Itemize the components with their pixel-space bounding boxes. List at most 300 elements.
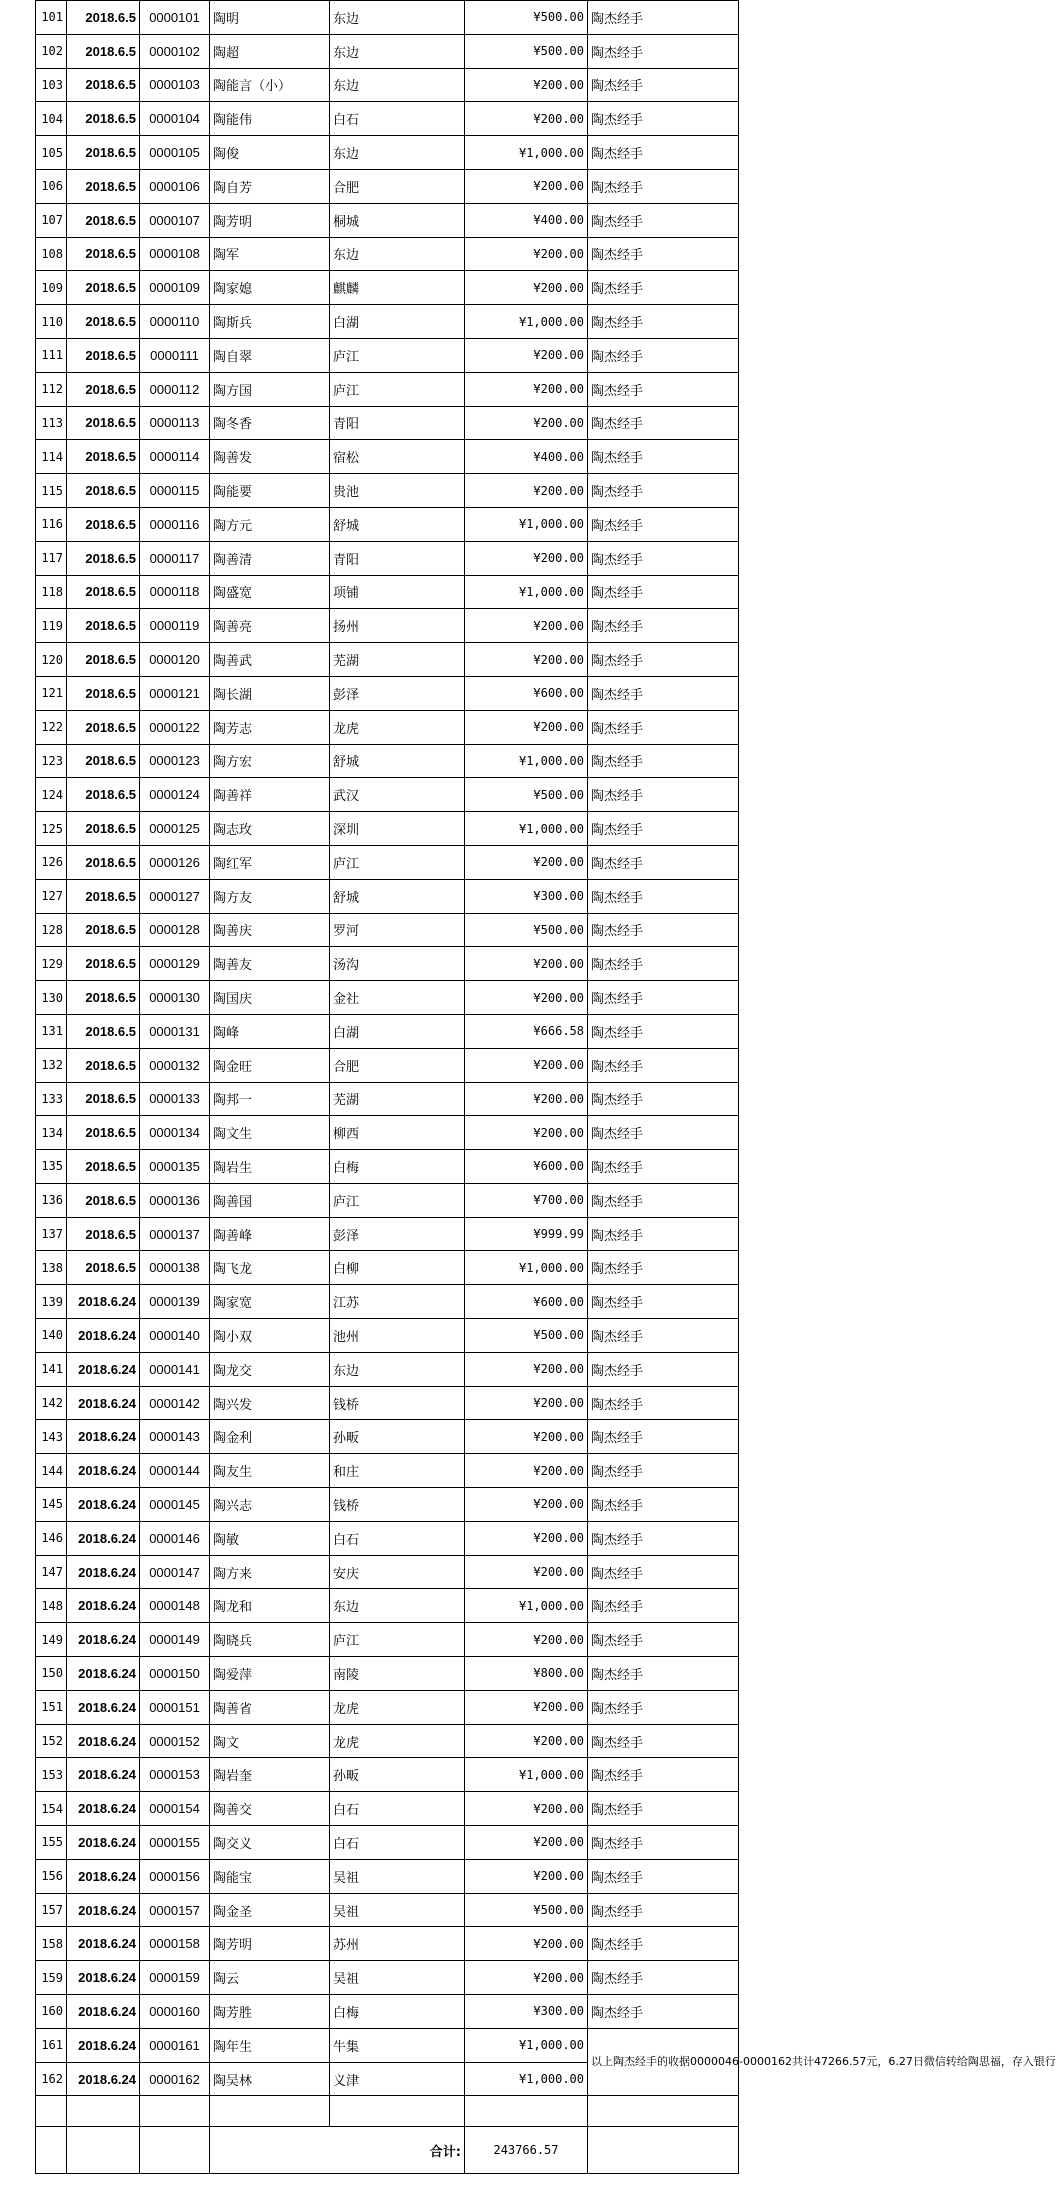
table-row — [36, 1657, 739, 1691]
handler-cell: 陶杰经手 — [588, 203, 739, 237]
date-cell: 2018.6.5 — [67, 981, 140, 1015]
amount-cell: ¥200.00 — [465, 1082, 588, 1116]
handler-cell: 陶杰经手 — [588, 1589, 739, 1623]
place-cell: 青阳 — [330, 406, 465, 440]
row-number: 160 — [36, 1995, 67, 2029]
receipt-id-cell: 0000105 — [140, 136, 210, 170]
date-cell: 2018.6.24 — [67, 1488, 140, 1522]
place-cell: 白梅 — [330, 1995, 465, 2029]
table-row — [36, 1758, 739, 1792]
handler-cell: 陶杰经手 — [588, 981, 739, 1015]
place-cell: 庐江 — [330, 338, 465, 372]
receipt-id-cell: 0000132 — [140, 1048, 210, 1082]
receipt-id-cell: 0000151 — [140, 1690, 210, 1724]
amount-cell: ¥200.00 — [465, 1859, 588, 1893]
amount-cell: ¥500.00 — [465, 1893, 588, 1927]
handler-cell: 陶杰经手 — [588, 1893, 739, 1927]
date-cell: 2018.6.5 — [67, 507, 140, 541]
amount-cell: ¥200.00 — [465, 1623, 588, 1657]
amount-cell: ¥600.00 — [465, 676, 588, 710]
table-row — [36, 1488, 739, 1522]
place-cell: 青阳 — [330, 541, 465, 575]
donor-name-cell: 陶文生 — [210, 1116, 330, 1150]
donor-name-cell: 陶善清 — [210, 541, 330, 575]
table-row — [36, 1690, 739, 1724]
receipt-id-cell: 0000146 — [140, 1521, 210, 1555]
handler-cell: 陶杰经手 — [588, 305, 739, 339]
donor-name-cell: 陶龙交 — [210, 1352, 330, 1386]
receipt-id-cell: 0000122 — [140, 710, 210, 744]
receipt-id-cell: 0000119 — [140, 609, 210, 643]
donor-name-cell: 陶爱萍 — [210, 1657, 330, 1691]
place-cell: 东边 — [330, 136, 465, 170]
handler-cell: 陶杰经手 — [588, 1, 739, 35]
row-number: 106 — [36, 169, 67, 203]
date-cell: 2018.6.24 — [67, 1690, 140, 1724]
place-cell: 白石 — [330, 1792, 465, 1826]
row-number: 149 — [36, 1623, 67, 1657]
table-row — [36, 1792, 739, 1826]
place-cell: 东边 — [330, 68, 465, 102]
amount-cell: ¥200.00 — [465, 1961, 588, 1995]
donor-name-cell: 陶金旺 — [210, 1048, 330, 1082]
amount-cell: ¥200.00 — [465, 169, 588, 203]
date-cell: 2018.6.24 — [67, 1555, 140, 1589]
donor-name-cell: 陶善发 — [210, 440, 330, 474]
receipt-id-cell: 0000161 — [140, 2028, 210, 2062]
amount-cell: ¥200.00 — [465, 68, 588, 102]
place-cell: 庐江 — [330, 1183, 465, 1217]
handler-cell: 陶杰经手 — [588, 1454, 739, 1488]
handler-cell: 陶杰经手 — [588, 541, 739, 575]
date-cell: 2018.6.24 — [67, 1758, 140, 1792]
row-number: 109 — [36, 271, 67, 305]
empty-cell — [210, 2096, 330, 2127]
table-row — [36, 778, 739, 812]
receipt-id-cell: 0000117 — [140, 541, 210, 575]
date-cell: 2018.6.5 — [67, 1217, 140, 1251]
donor-name-cell: 陶长湖 — [210, 676, 330, 710]
donor-name-cell: 陶俊 — [210, 136, 330, 170]
receipt-id-cell: 0000127 — [140, 879, 210, 913]
date-cell: 2018.6.5 — [67, 541, 140, 575]
amount-cell: ¥200.00 — [465, 1724, 588, 1758]
handler-cell: 陶杰经手 — [588, 1251, 739, 1285]
amount-cell: ¥500.00 — [465, 1, 588, 35]
row-number: 108 — [36, 237, 67, 271]
date-cell: 2018.6.5 — [67, 1082, 140, 1116]
table-row — [36, 507, 739, 541]
amount-cell: ¥400.00 — [465, 440, 588, 474]
place-cell: 武汉 — [330, 778, 465, 812]
amount-cell: ¥999.99 — [465, 1217, 588, 1251]
place-cell: 吴祖 — [330, 1961, 465, 1995]
date-cell: 2018.6.24 — [67, 1724, 140, 1758]
row-number: 159 — [36, 1961, 67, 1995]
row-number: 116 — [36, 507, 67, 541]
place-cell: 吴祖 — [330, 1859, 465, 1893]
handler-cell: 陶杰经手 — [588, 879, 739, 913]
handler-summary-note: 以上陶杰经手的收据0000046-0000162共计47266.57元，6.27日微信转给陶思福，存入银行 — [588, 2028, 739, 2096]
amount-cell: ¥200.00 — [465, 102, 588, 136]
donor-name-cell: 陶小双 — [210, 1319, 330, 1353]
donor-name-cell: 陶交义 — [210, 1826, 330, 1860]
donor-name-cell: 陶晓兵 — [210, 1623, 330, 1657]
date-cell: 2018.6.5 — [67, 203, 140, 237]
handler-cell: 陶杰经手 — [588, 1386, 739, 1420]
table-row — [36, 474, 739, 508]
table-row — [36, 1454, 739, 1488]
date-cell: 2018.6.24 — [67, 1893, 140, 1927]
amount-cell: ¥1,000.00 — [465, 1758, 588, 1792]
amount-cell: ¥200.00 — [465, 1352, 588, 1386]
row-number: 117 — [36, 541, 67, 575]
receipt-id-cell: 0000124 — [140, 778, 210, 812]
table-row — [36, 1217, 739, 1251]
row-number: 152 — [36, 1724, 67, 1758]
row-number: 127 — [36, 879, 67, 913]
amount-cell: ¥200.00 — [465, 1555, 588, 1589]
row-number: 129 — [36, 947, 67, 981]
handler-cell: 陶杰经手 — [588, 575, 739, 609]
amount-cell: ¥1,000.00 — [465, 136, 588, 170]
amount-cell: ¥200.00 — [465, 710, 588, 744]
row-number: 123 — [36, 744, 67, 778]
place-cell: 东边 — [330, 34, 465, 68]
receipt-id-cell: 0000143 — [140, 1420, 210, 1454]
row-number: 115 — [36, 474, 67, 508]
receipt-id-cell: 0000135 — [140, 1150, 210, 1184]
table-row — [36, 203, 739, 237]
donor-name-cell: 陶吴林 — [210, 2062, 330, 2096]
receipt-id-cell: 0000111 — [140, 338, 210, 372]
donor-name-cell: 陶能言（小） — [210, 68, 330, 102]
row-number: 146 — [36, 1521, 67, 1555]
table-row — [36, 271, 739, 305]
handler-cell: 陶杰经手 — [588, 1217, 739, 1251]
receipt-id-cell: 0000156 — [140, 1859, 210, 1893]
donor-name-cell: 陶冬香 — [210, 406, 330, 440]
place-cell: 和庄 — [330, 1454, 465, 1488]
handler-cell: 陶杰经手 — [588, 1488, 739, 1522]
place-cell: 龙虎 — [330, 710, 465, 744]
amount-cell: ¥1,000.00 — [465, 744, 588, 778]
handler-cell: 陶杰经手 — [588, 34, 739, 68]
donor-name-cell: 陶方友 — [210, 879, 330, 913]
row-number: 162 — [36, 2062, 67, 2096]
amount-cell: ¥500.00 — [465, 913, 588, 947]
handler-cell: 陶杰经手 — [588, 1048, 739, 1082]
table-row — [36, 237, 739, 271]
row-number: 113 — [36, 406, 67, 440]
amount-cell: ¥200.00 — [465, 1454, 588, 1488]
place-cell: 罗河 — [330, 913, 465, 947]
date-cell: 2018.6.24 — [67, 1420, 140, 1454]
receipt-id-cell: 0000129 — [140, 947, 210, 981]
donor-name-cell: 陶善交 — [210, 1792, 330, 1826]
table-row — [36, 609, 739, 643]
handler-cell: 陶杰经手 — [588, 1724, 739, 1758]
receipt-id-cell: 0000162 — [140, 2062, 210, 2096]
row-number: 156 — [36, 1859, 67, 1893]
handler-cell: 陶杰经手 — [588, 744, 739, 778]
date-cell: 2018.6.24 — [67, 1961, 140, 1995]
handler-cell: 陶杰经手 — [588, 812, 739, 846]
table-row — [36, 676, 739, 710]
donor-name-cell: 陶善峰 — [210, 1217, 330, 1251]
donor-name-cell: 陶善祥 — [210, 778, 330, 812]
table-row — [36, 1961, 739, 1995]
row-number: 112 — [36, 372, 67, 406]
amount-cell: ¥200.00 — [465, 406, 588, 440]
row-number: 138 — [36, 1251, 67, 1285]
receipt-id-cell: 0000108 — [140, 237, 210, 271]
donor-name-cell: 陶峰 — [210, 1014, 330, 1048]
receipt-id-cell: 0000115 — [140, 474, 210, 508]
receipt-id-cell: 0000148 — [140, 1589, 210, 1623]
place-cell: 池州 — [330, 1319, 465, 1353]
row-number: 110 — [36, 305, 67, 339]
table-row — [36, 1285, 739, 1319]
handler-cell: 陶杰经手 — [588, 1927, 739, 1961]
amount-cell: ¥666.58 — [465, 1014, 588, 1048]
donor-name-cell: 陶年生 — [210, 2028, 330, 2062]
date-cell: 2018.6.5 — [67, 406, 140, 440]
date-cell: 2018.6.24 — [67, 1995, 140, 2029]
row-number: 124 — [36, 778, 67, 812]
date-cell: 2018.6.24 — [67, 1319, 140, 1353]
donor-name-cell: 陶善国 — [210, 1183, 330, 1217]
row-number: 154 — [36, 1792, 67, 1826]
date-cell: 2018.6.5 — [67, 744, 140, 778]
date-cell: 2018.6.5 — [67, 271, 140, 305]
place-cell: 舒城 — [330, 744, 465, 778]
receipt-id-cell: 0000110 — [140, 305, 210, 339]
donor-name-cell: 陶兴志 — [210, 1488, 330, 1522]
place-cell: 孙畈 — [330, 1420, 465, 1454]
handler-cell: 陶杰经手 — [588, 507, 739, 541]
receipt-id-cell: 0000134 — [140, 1116, 210, 1150]
receipt-id-cell: 0000154 — [140, 1792, 210, 1826]
table-row — [36, 845, 739, 879]
place-cell: 庐江 — [330, 1623, 465, 1657]
receipt-id-cell: 0000141 — [140, 1352, 210, 1386]
place-cell: 庐江 — [330, 372, 465, 406]
row-number: 145 — [36, 1488, 67, 1522]
amount-cell: ¥200.00 — [465, 372, 588, 406]
receipt-id-cell: 0000125 — [140, 812, 210, 846]
handler-cell: 陶杰经手 — [588, 406, 739, 440]
row-number: 157 — [36, 1893, 67, 1927]
table-row — [36, 1048, 739, 1082]
row-number: 151 — [36, 1690, 67, 1724]
table-row — [36, 1623, 739, 1657]
amount-cell: ¥200.00 — [465, 237, 588, 271]
date-cell: 2018.6.5 — [67, 338, 140, 372]
amount-cell: ¥200.00 — [465, 947, 588, 981]
row-number: 128 — [36, 913, 67, 947]
handler-cell: 陶杰经手 — [588, 1285, 739, 1319]
handler-cell: 陶杰经手 — [588, 1150, 739, 1184]
place-cell: 舒城 — [330, 879, 465, 913]
date-cell: 2018.6.5 — [67, 237, 140, 271]
receipt-id-cell: 0000116 — [140, 507, 210, 541]
amount-cell: ¥200.00 — [465, 1690, 588, 1724]
table-row — [36, 440, 739, 474]
table-row — [36, 1, 739, 35]
place-cell: 孙畈 — [330, 1758, 465, 1792]
place-cell: 苏州 — [330, 1927, 465, 1961]
date-cell: 2018.6.5 — [67, 812, 140, 846]
place-cell: 白柳 — [330, 1251, 465, 1285]
donor-name-cell: 陶金圣 — [210, 1893, 330, 1927]
donor-name-cell: 陶善武 — [210, 643, 330, 677]
empty-cell — [330, 2096, 465, 2127]
receipt-id-cell: 0000158 — [140, 1927, 210, 1961]
amount-cell: ¥500.00 — [465, 1319, 588, 1353]
donor-name-cell: 陶敏 — [210, 1521, 330, 1555]
place-cell: 项铺 — [330, 575, 465, 609]
table-row — [36, 1420, 739, 1454]
handler-cell: 陶杰经手 — [588, 845, 739, 879]
receipt-id-cell: 0000118 — [140, 575, 210, 609]
amount-cell: ¥400.00 — [465, 203, 588, 237]
place-cell: 东边 — [330, 1589, 465, 1623]
row-number: 102 — [36, 34, 67, 68]
row-number: 114 — [36, 440, 67, 474]
row-number: 139 — [36, 1285, 67, 1319]
date-cell: 2018.6.5 — [67, 68, 140, 102]
place-cell: 白石 — [330, 102, 465, 136]
receipt-id-cell: 0000145 — [140, 1488, 210, 1522]
amount-cell: ¥300.00 — [465, 1995, 588, 2029]
place-cell: 合肥 — [330, 169, 465, 203]
receipt-id-cell: 0000160 — [140, 1995, 210, 2029]
handler-cell: 陶杰经手 — [588, 1623, 739, 1657]
receipt-id-cell: 0000136 — [140, 1183, 210, 1217]
empty-cell — [67, 2096, 140, 2127]
amount-cell: ¥300.00 — [465, 879, 588, 913]
date-cell: 2018.6.5 — [67, 169, 140, 203]
row-number: 141 — [36, 1352, 67, 1386]
row-number: 155 — [36, 1826, 67, 1860]
donor-name-cell: 陶红军 — [210, 845, 330, 879]
donor-name-cell: 陶自芳 — [210, 169, 330, 203]
amount-cell: ¥700.00 — [465, 1183, 588, 1217]
empty-cell — [36, 2096, 67, 2127]
handler-cell: 陶杰经手 — [588, 372, 739, 406]
place-cell: 江苏 — [330, 1285, 465, 1319]
amount-cell: ¥500.00 — [465, 778, 588, 812]
row-number: 107 — [36, 203, 67, 237]
row-number: 104 — [36, 102, 67, 136]
donor-name-cell: 陶方元 — [210, 507, 330, 541]
table-row — [36, 1251, 739, 1285]
row-number: 131 — [36, 1014, 67, 1048]
date-cell: 2018.6.5 — [67, 136, 140, 170]
date-cell: 2018.6.5 — [67, 710, 140, 744]
receipt-id-cell: 0000126 — [140, 845, 210, 879]
table-row — [36, 913, 739, 947]
handler-cell: 陶杰经手 — [588, 136, 739, 170]
row-number: 153 — [36, 1758, 67, 1792]
table-row — [36, 981, 739, 1015]
date-cell: 2018.6.5 — [67, 913, 140, 947]
handler-cell: 陶杰经手 — [588, 947, 739, 981]
date-cell: 2018.6.24 — [67, 2062, 140, 2096]
empty-cell — [140, 2127, 210, 2174]
amount-cell: ¥1,000.00 — [465, 305, 588, 339]
receipt-id-cell: 0000130 — [140, 981, 210, 1015]
handler-cell: 陶杰经手 — [588, 1420, 739, 1454]
donor-name-cell: 陶方宏 — [210, 744, 330, 778]
row-number: 136 — [36, 1183, 67, 1217]
table-row — [36, 812, 739, 846]
table-row — [36, 947, 739, 981]
donor-name-cell: 陶国庆 — [210, 981, 330, 1015]
total-label: 合计: — [210, 2127, 465, 2174]
amount-cell: ¥200.00 — [465, 1521, 588, 1555]
table-row — [36, 1724, 739, 1758]
date-cell: 2018.6.24 — [67, 2028, 140, 2062]
amount-cell: ¥200.00 — [465, 474, 588, 508]
place-cell: 彭泽 — [330, 1217, 465, 1251]
donor-name-cell: 陶能宝 — [210, 1859, 330, 1893]
row-number: 137 — [36, 1217, 67, 1251]
donor-name-cell: 陶自翠 — [210, 338, 330, 372]
date-cell: 2018.6.5 — [67, 778, 140, 812]
table-row — [36, 102, 739, 136]
date-cell: 2018.6.5 — [67, 947, 140, 981]
date-cell: 2018.6.5 — [67, 1183, 140, 1217]
receipt-id-cell: 0000123 — [140, 744, 210, 778]
row-number: 105 — [36, 136, 67, 170]
receipt-id-cell: 0000147 — [140, 1555, 210, 1589]
amount-cell: ¥200.00 — [465, 643, 588, 677]
date-cell: 2018.6.24 — [67, 1285, 140, 1319]
receipt-id-cell: 0000142 — [140, 1386, 210, 1420]
place-cell: 白湖 — [330, 1014, 465, 1048]
amount-cell: ¥1,000.00 — [465, 2028, 588, 2062]
table-row — [36, 1555, 739, 1589]
date-cell: 2018.6.24 — [67, 1792, 140, 1826]
place-cell: 合肥 — [330, 1048, 465, 1082]
date-cell: 2018.6.5 — [67, 34, 140, 68]
row-number: 135 — [36, 1150, 67, 1184]
empty-cell — [36, 2127, 67, 2174]
donor-name-cell: 陶家宽 — [210, 1285, 330, 1319]
handler-cell: 陶杰经手 — [588, 1826, 739, 1860]
row-number: 134 — [36, 1116, 67, 1150]
amount-cell: ¥600.00 — [465, 1150, 588, 1184]
receipt-id-cell: 0000104 — [140, 102, 210, 136]
donor-name-cell: 陶家媳 — [210, 271, 330, 305]
row-number: 140 — [36, 1319, 67, 1353]
receipt-id-cell: 0000133 — [140, 1082, 210, 1116]
donor-name-cell: 陶志玫 — [210, 812, 330, 846]
place-cell: 柳西 — [330, 1116, 465, 1150]
receipt-id-cell: 0000121 — [140, 676, 210, 710]
place-cell: 桐城 — [330, 203, 465, 237]
date-cell: 2018.6.24 — [67, 1657, 140, 1691]
handler-cell: 陶杰经手 — [588, 1521, 739, 1555]
amount-cell: ¥200.00 — [465, 981, 588, 1015]
handler-cell: 陶杰经手 — [588, 1082, 739, 1116]
date-cell: 2018.6.5 — [67, 609, 140, 643]
row-number: 147 — [36, 1555, 67, 1589]
table-row — [36, 1150, 739, 1184]
receipt-id-cell: 0000159 — [140, 1961, 210, 1995]
